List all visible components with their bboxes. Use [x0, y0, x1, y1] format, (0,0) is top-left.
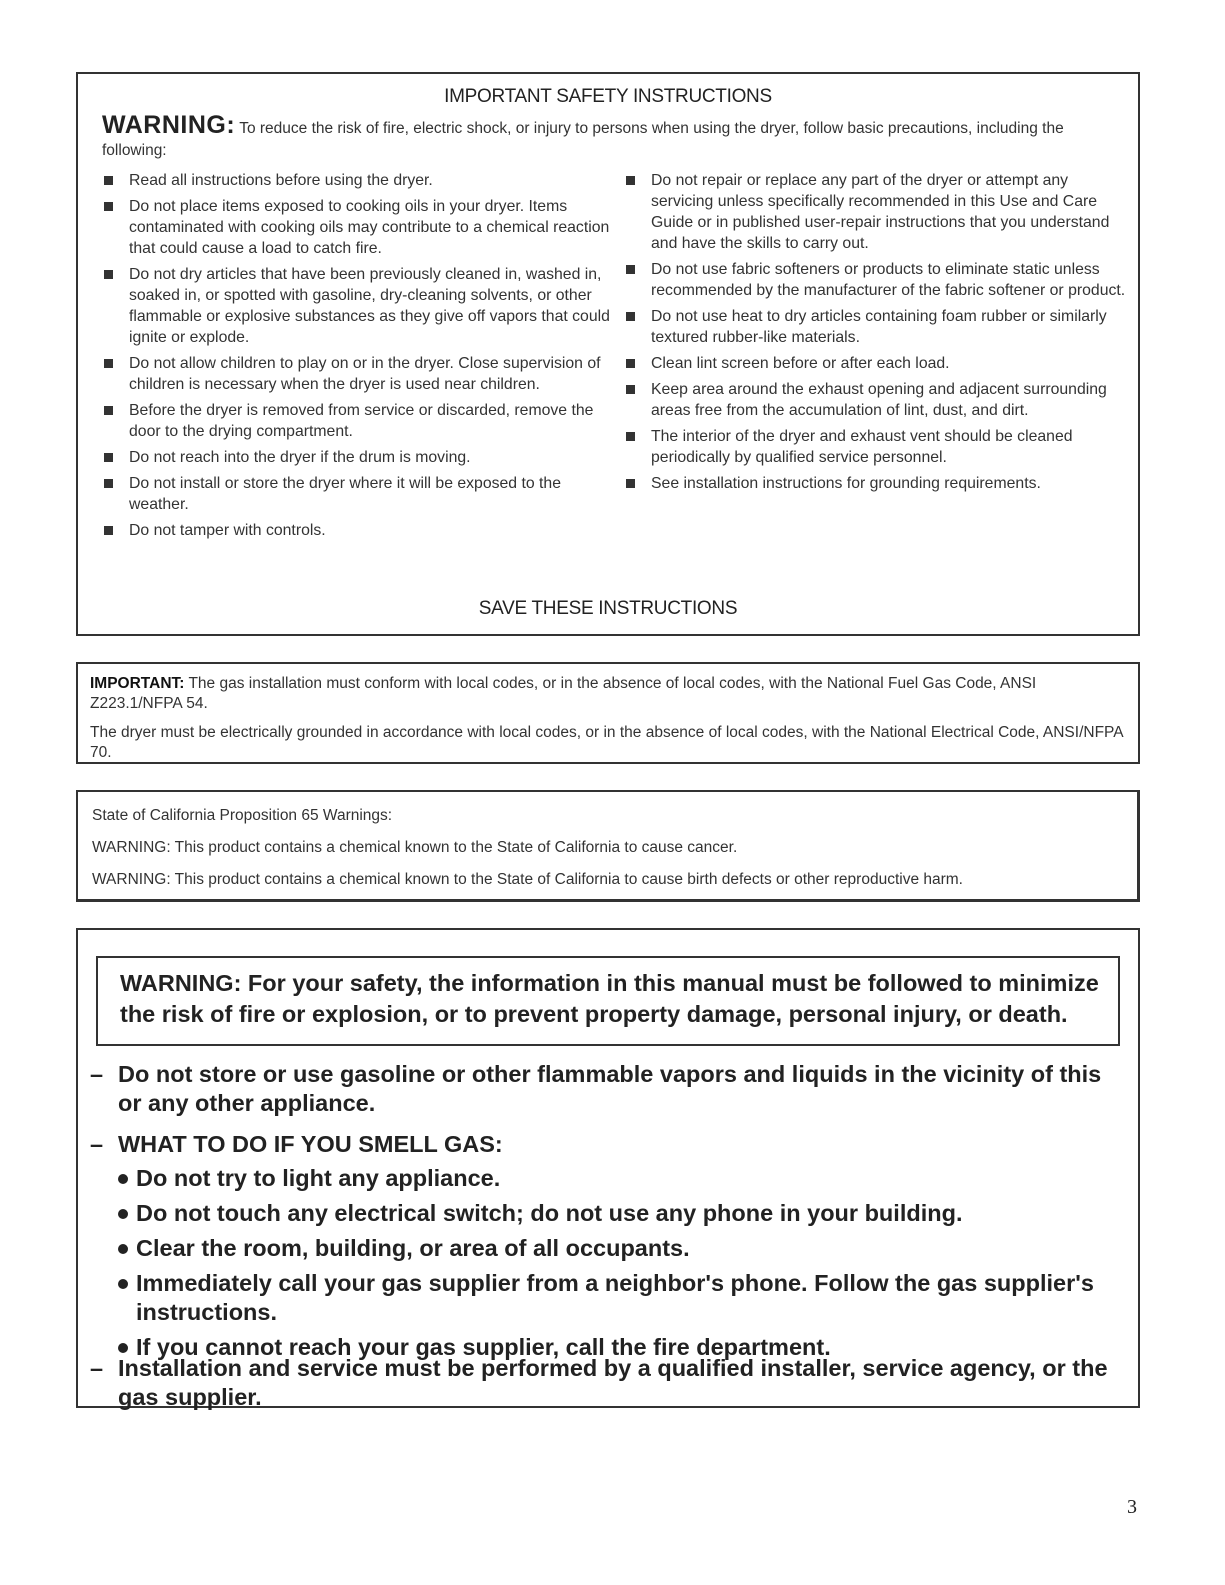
- list-item: Do not reach into the dryer if the drum is moving.: [104, 447, 614, 468]
- important-notice-box: [76, 662, 1140, 764]
- safety-title: IMPORTANT SAFETY INSTRUCTIONS: [444, 86, 772, 107]
- round-bullet-icon: [118, 1244, 128, 1254]
- square-bullet-icon: [104, 176, 113, 185]
- list-item: Clear the room, building, or area of all occupants.: [118, 1234, 1128, 1263]
- square-bullet-icon: [104, 479, 113, 488]
- warning-text: To reduce the risk of fire, electric shock, or injury to persons when using the dryer, follow basic precautions, including the following:: [102, 120, 1064, 159]
- smell-gas-heading: – WHAT TO DO IF YOU SMELL GAS:: [90, 1131, 503, 1157]
- dash-marker: –: [90, 1355, 104, 1381]
- installation-service-item: – Installation and service must be performed by a qualified installer, service agency, or the gas supplier.: [90, 1355, 1108, 1410]
- flammable-vapors-item: – Do not store or use gasoline or other flammable vapors and liquids in the vicinity of this or any other appliance.: [90, 1061, 1102, 1116]
- list-item: Do not try to light any appliance.: [118, 1164, 1128, 1193]
- square-bullet-icon: [104, 453, 113, 462]
- list-item: Read all instructions before using the dryer.: [104, 170, 614, 191]
- square-bullet-icon: [626, 385, 635, 394]
- electric-code-paragraph: The dryer must be electrically grounded in accordance with local codes, or in the absence of local codes, with the National Electrical Code, ANSI/NFPA 70.: [90, 724, 1123, 761]
- square-bullet-icon: [626, 359, 635, 368]
- save-instructions-footer: SAVE THESE INSTRUCTIONS: [478, 598, 738, 619]
- round-bullet-icon: [118, 1209, 128, 1219]
- round-bullet-icon: [118, 1174, 128, 1184]
- list-item: Do not use fabric softeners or products to eliminate static unless recommended by the manufacturer of the fabric softener or product.: [626, 259, 1126, 301]
- square-bullet-icon: [104, 270, 113, 279]
- safety-warning: [102, 111, 1122, 162]
- list-item: Do not install or store the dryer where it will be exposed to the weather.: [104, 473, 614, 515]
- list-item: Clean lint screen before or after each load.: [626, 353, 1126, 374]
- list-item: Do not touch any electrical switch; do not use any phone in your building.: [118, 1199, 1128, 1228]
- round-bullet-icon: [118, 1279, 128, 1289]
- smell-gas-list: [118, 1164, 1128, 1368]
- list-item: Do not allow children to play on or in the dryer. Close supervision of children is necessary when the dryer is used near children.: [104, 353, 614, 395]
- safety-instructions-box: [76, 72, 1140, 636]
- warning-word: WARNING:: [102, 111, 236, 139]
- list-item: Do not repair or replace any part of the dryer or attempt any servicing unless specifically recommended in this Use and Care Guide or in published user-repair instructions that you understand and have the skills to carry out.: [626, 170, 1126, 254]
- prop65-box: [76, 790, 1140, 902]
- gas-code-paragraph: IMPORTANT: The gas installation must conform with local codes, or in the absence of local codes, with the National Fuel Gas Code, ANSI Z223.1/NFPA 54.: [90, 675, 1037, 712]
- gas-warning-box: [76, 928, 1140, 1408]
- list-item: Do not tamper with controls.: [104, 520, 614, 541]
- prop65-heading: State of California Proposition 65 Warnings:: [92, 807, 393, 824]
- square-bullet-icon: [104, 202, 113, 211]
- prop65-cancer-warning: WARNING: This product contains a chemical known to the State of California to cause cancer.: [92, 839, 738, 856]
- important-label: IMPORTANT:: [90, 675, 185, 692]
- square-bullet-icon: [626, 265, 635, 274]
- square-bullet-icon: [104, 406, 113, 415]
- dash-marker: –: [90, 1061, 104, 1087]
- list-item: Before the dryer is removed from service or discarded, remove the door to the drying compartment.: [104, 400, 614, 442]
- list-item: Do not use heat to dry articles containing foam rubber or similarly textured rubber-like materials.: [626, 306, 1126, 348]
- list-item: Do not place items exposed to cooking oils in your dryer. Items contaminated with cooking oils may contribute to a chemical reaction that could cause a load to catch fire.: [104, 196, 614, 259]
- safety-warning-banner: WARNING: For your safety, the information in this manual must be followed to minimize the risk of fire or explosion, or to prevent property damage, personal injury, or death.: [96, 956, 1120, 1046]
- dash-marker: –: [90, 1131, 104, 1157]
- list-item: Immediately call your gas supplier from a neighbor's phone. Follow the gas supplier's instructions.: [118, 1269, 1128, 1327]
- safety-list-left: [104, 170, 614, 546]
- safety-list-right: [626, 170, 1126, 499]
- square-bullet-icon: [104, 359, 113, 368]
- list-item: See installation instructions for grounding requirements.: [626, 473, 1126, 494]
- list-item: The interior of the dryer and exhaust vent should be cleaned periodically by qualified service personnel.: [626, 426, 1126, 468]
- square-bullet-icon: [104, 526, 113, 535]
- prop65-birth-defects-warning: WARNING: This product contains a chemical known to the State of California to cause birth defects or other reproductive harm.: [92, 871, 963, 888]
- round-bullet-icon: [118, 1343, 128, 1353]
- list-item: Keep area around the exhaust opening and adjacent surrounding areas free from the accumulation of lint, dust, and dirt.: [626, 379, 1126, 421]
- square-bullet-icon: [626, 312, 635, 321]
- list-item: If you cannot reach your gas supplier, call the fire department.: [118, 1333, 1128, 1362]
- square-bullet-icon: [626, 479, 635, 488]
- square-bullet-icon: [626, 432, 635, 441]
- page-number: 3: [1127, 1496, 1137, 1518]
- list-item: Do not dry articles that have been previously cleaned in, washed in, soaked in, or spotted with gasoline, dry-cleaning solvents, or other flammable or explosive substances as they give off vapors that could ignite or explode.: [104, 264, 614, 348]
- square-bullet-icon: [626, 176, 635, 185]
